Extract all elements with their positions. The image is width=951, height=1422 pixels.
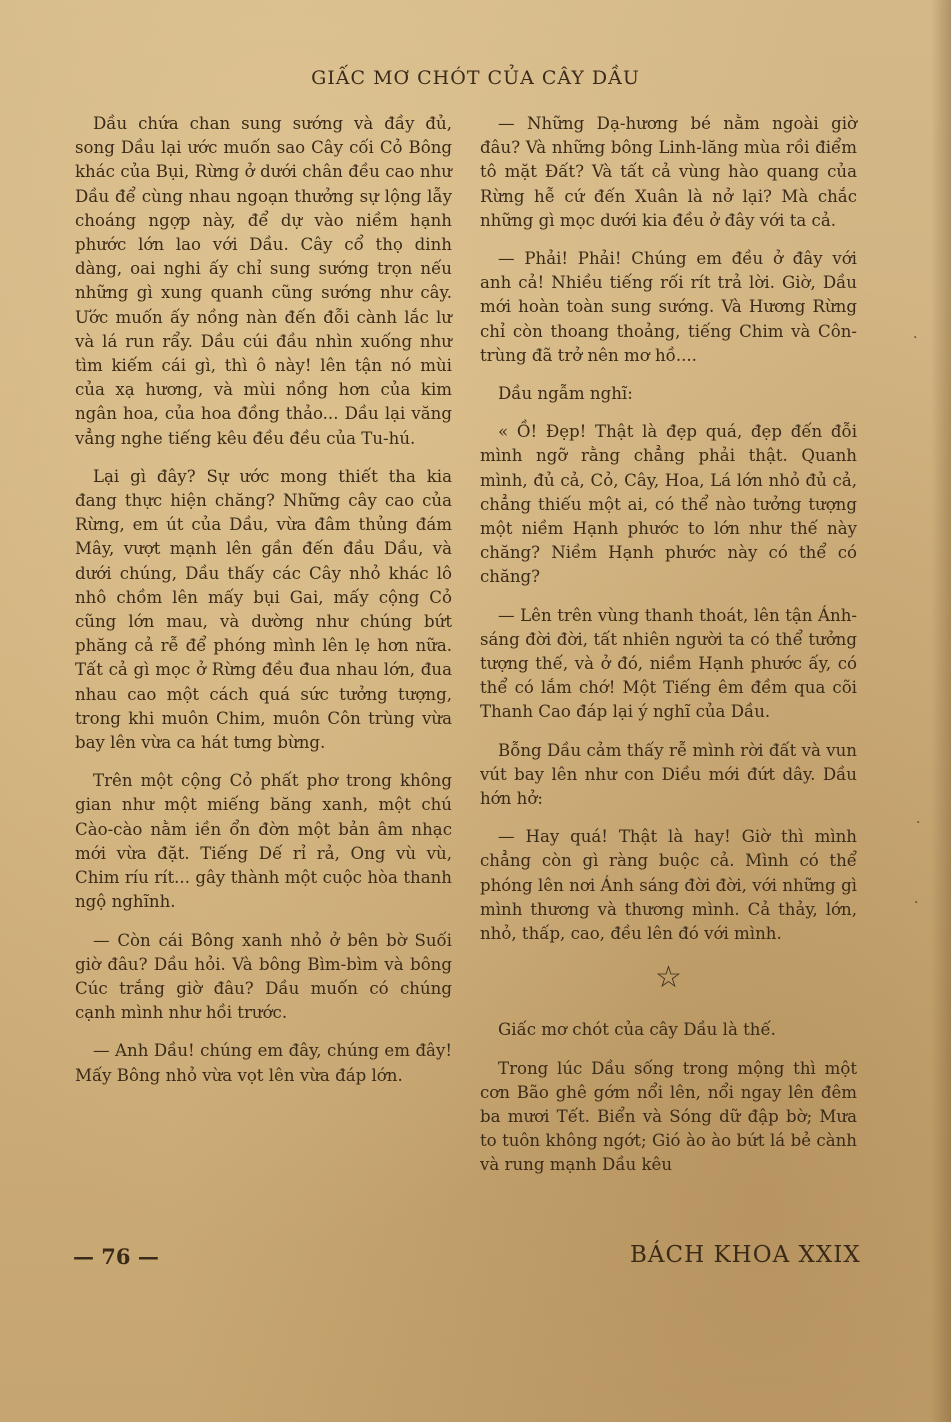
right-paragraph-5: — Lên trên vùng thanh thoát, lên tận Ánh-sáng đời đời, tất nhiên người ta có thể tưởng tượng thế, và ở đó, niềm Hạnh phước ấy, có thể có lắm chớ! Một Tiếng êm đềm qua cõi Thanh Cao đáp lại ý nghĩ của Dầu. xyxy=(480,605,857,722)
right-column xyxy=(480,112,857,1192)
right-paragraph-7: — Hay quá! Thật là hay! Giờ thì mình chẳng còn gì ràng buộc cả. Mình có thể phóng lên nơi Ánh sáng đời đời, với những gì mình thương và thương mình. Cả thảy, lớn, nhỏ, thấp, cao, đều lên đó với mình. xyxy=(480,827,857,944)
margin-speck: · xyxy=(916,815,921,831)
left-paragraph-4: — Còn cái Bông xanh nhỏ ở bên bờ Suối giờ đâu? Dầu hỏi. Và bông Bìm-bìm và bông Cúc trắng giờ đâu? Dầu muốn có chúng cạnh mình như hồi trước. xyxy=(75,930,452,1023)
right-paragraph-9: Trong lúc Dầu sống trong mộng thì một cơn Bão ghê gớm nổi lên, nổi ngay lên đêm ba mươi Tết. Biển và Sóng dữ đập bờ; Mưa to tuôn không ngớt; Gió ào ào bứt lá bẻ cành và rung mạnh Dầu kêu xyxy=(480,1058,857,1175)
page-edge-shadow xyxy=(931,0,951,1422)
right-paragraph-2: — Phải! Phải! Chúng em đều ở đây với anh cả! Nhiều tiếng rối rít trả lời. Giờ, Dầu mới hoàn toàn sung sướng. Và Hương Rừng chỉ còn thoang thoảng, tiếng Chim và Côn-trùng đã trở nên mơ hồ.... xyxy=(480,249,857,365)
running-head: GIẤC MƠ CHÓT CỦA CÂY DẦU xyxy=(311,67,640,89)
right-paragraph-1: — Những Dạ-hương bé nằm ngoài giờ đâu? Và những bông Linh-lăng mùa rồi điểm tô mặt Đất? Và tất cả vùng hào quang của Rừng hễ cứ đến Xuân là nở lại? Mà chắc những gì mọc dưới kia đều ở đây với ta cả. xyxy=(480,114,857,230)
left-paragraph-2: Lại gì đây? Sự ước mong thiết tha kia đang thực hiện chăng? Những cây cao của Rừng, em út của Dầu, vừa đâm thủng đám Mây, vượt mạnh lên gần đến đầu Dầu, và dưới chúng, Dầu thấy các Cây nhỏ khác lô nhô chồm lên mấy bụi Gai, mấy cộng Cỏ cũng lớn mau, và dường như chúng bứt phăng cả rễ để phóng mình lên lẹ hơn nữa. Tất cả gì mọc ở Rừng đều đua nhau lớn, đua nhau cao một cách quá sức tưởng tượng, trong khi muôn Chim, muôn Côn trùng vừa bay lên vừa ca hát tưng bừng. xyxy=(75,466,452,753)
star-outline-icon: ☆ xyxy=(655,960,682,996)
margin-speck: · xyxy=(914,895,919,911)
magazine-title: BÁCH KHOA XXIX xyxy=(630,1242,861,1268)
left-paragraph-5: — Anh Dầu! chúng em đây, chúng em đây! Mấy Bông nhỏ vừa vọt lên vừa đáp lớn. xyxy=(75,1041,452,1085)
left-column xyxy=(75,112,452,1102)
left-paragraph-1: Dầu chứa chan sung sướng và đầy đủ, song Dầu lại ước muốn sao Cây cối Cỏ Bông khác của Bụi, Rừng ở dưới chân đều cao như Dầu để cùng nhau ngoạn thưởng sự lộng lẫy choáng ngợp này, để dự vào niềm hạnh phước lớn lao với Dầu. Cây cổ thọ dinh dàng, oai nghi ấy chỉ sung sướng trọn nếu những gì xung quanh cũng sướng như cây. Ước muốn ấy nồng nàn đến đỗi cành lắc lư và lá run rẩy. Dầu cúi đầu nhìn xuống như tìm kiếm cái gì, thì ô này! lên tận nó mùi của xạ hương, và mùi nồng hơn của kim ngân hoa, của hoa đồng thảo... Dầu lại văng vẳng nghe tiếng kêu đều đều của Tu-hú. xyxy=(75,114,452,448)
left-paragraph-3: Trên một cộng Cỏ phất phơ trong không gian như một miếng băng xanh, một chú Cào-cào nằm iền ổn đờn một bản âm nhạc mới vừa đặt. Tiếng Dế rỉ rả, Ong vù vù, Chim ríu rít... gây thành một cuộc hòa thanh ngộ nghĩnh. xyxy=(75,771,452,912)
right-paragraph-6: Bỗng Dầu cảm thấy rễ mình rời đất và vun vút bay lên như con Diều mới đứt dây. Dầu hớn hở: xyxy=(480,740,857,809)
page-number: — 76 — xyxy=(73,1244,159,1269)
margin-speck: · xyxy=(913,330,918,346)
right-paragraph-3: Dầu ngẫm nghĩ: xyxy=(498,384,633,404)
right-paragraph-4: « Ồ! Đẹp! Thật là đẹp quá, đẹp đến đỗi mình ngỡ rằng chẳng phải thật. Quanh mình, đủ cả, Cỏ, Cây, Hoa, Lá lớn nhỏ đủ cả, chẳng thiếu một ai, có thể nào tưởng tượng một niềm Hạnh phước to lớn như thế này chăng? Niềm Hạnh phước này có thể có chăng? xyxy=(480,422,857,587)
right-paragraph-8: Giấc mơ chót của cây Dầu là thế. xyxy=(498,1020,776,1040)
